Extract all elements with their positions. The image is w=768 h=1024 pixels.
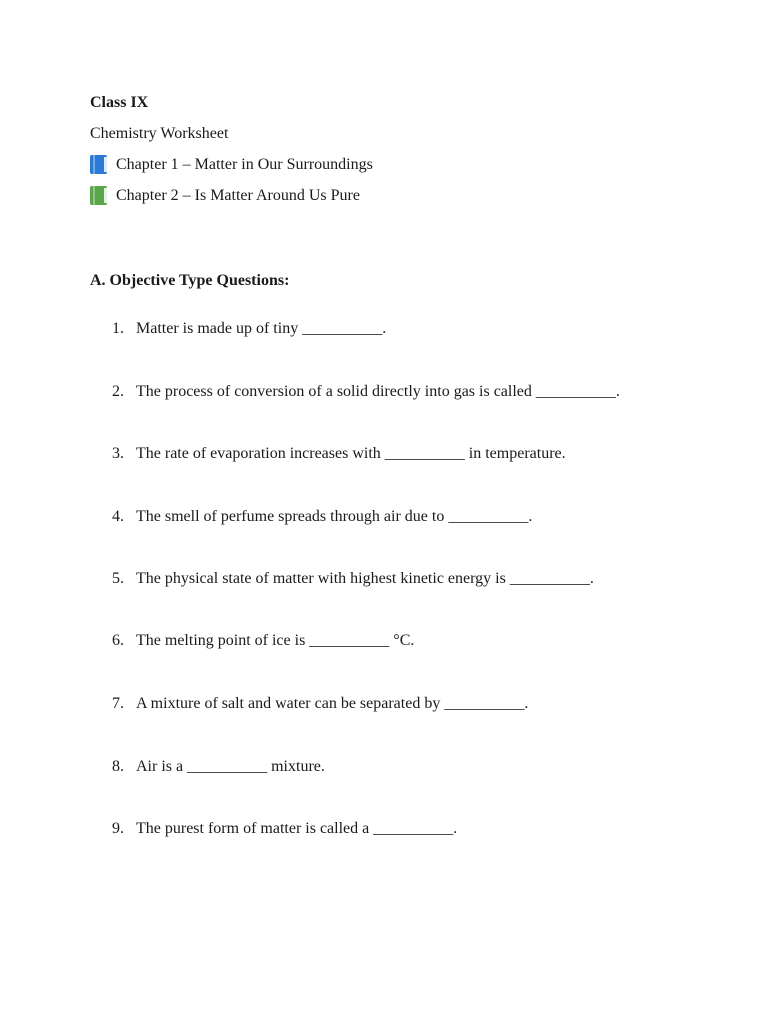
question-number: 9.	[112, 820, 124, 837]
chapter-1-line	[90, 155, 373, 174]
chapter-2-line	[90, 186, 360, 205]
question-item	[112, 695, 528, 713]
chapter-1-label: Chapter 1 – Matter in Our Surroundings	[116, 155, 373, 173]
question-number: 8.	[112, 758, 124, 775]
green-book-icon	[90, 186, 107, 205]
question-item	[112, 820, 457, 838]
question-number: 2.	[112, 383, 124, 400]
question-number: 6.	[112, 632, 124, 649]
question-text: Matter is made up of tiny __________.	[136, 320, 387, 337]
question-text: The physical state of matter with highest kinetic energy is __________.	[136, 570, 594, 587]
question-text: Air is a __________ mixture.	[136, 758, 325, 775]
question-item	[112, 632, 414, 650]
section-heading: A. Objective Type Questions:	[90, 272, 290, 289]
question-item	[112, 508, 532, 526]
question-text: The melting point of ice is __________ °C.	[136, 632, 415, 649]
question-number: 5.	[112, 570, 124, 587]
blue-book-icon	[90, 155, 107, 174]
question-item	[112, 383, 620, 401]
question-text: A mixture of salt and water can be separated by __________.	[136, 695, 529, 712]
worksheet-subtitle: Chemistry Worksheet	[90, 125, 229, 142]
question-number: 3.	[112, 445, 124, 462]
question-number: 7.	[112, 695, 124, 712]
question-number: 4.	[112, 508, 124, 525]
question-number: 1.	[112, 320, 124, 337]
question-item	[112, 320, 386, 338]
question-item	[112, 445, 566, 463]
question-item	[112, 570, 594, 588]
question-text: The smell of perfume spreads through air due to __________.	[136, 508, 533, 525]
chapter-2-label: Chapter 2 – Is Matter Around Us Pure	[116, 186, 360, 204]
class-title: Class IX	[90, 94, 149, 111]
question-text: The purest form of matter is called a __________.	[136, 820, 458, 837]
question-text: The rate of evaporation increases with __________ in temperature.	[136, 445, 566, 462]
question-item	[112, 758, 325, 776]
question-text: The process of conversion of a solid directly into gas is called __________.	[136, 383, 620, 400]
